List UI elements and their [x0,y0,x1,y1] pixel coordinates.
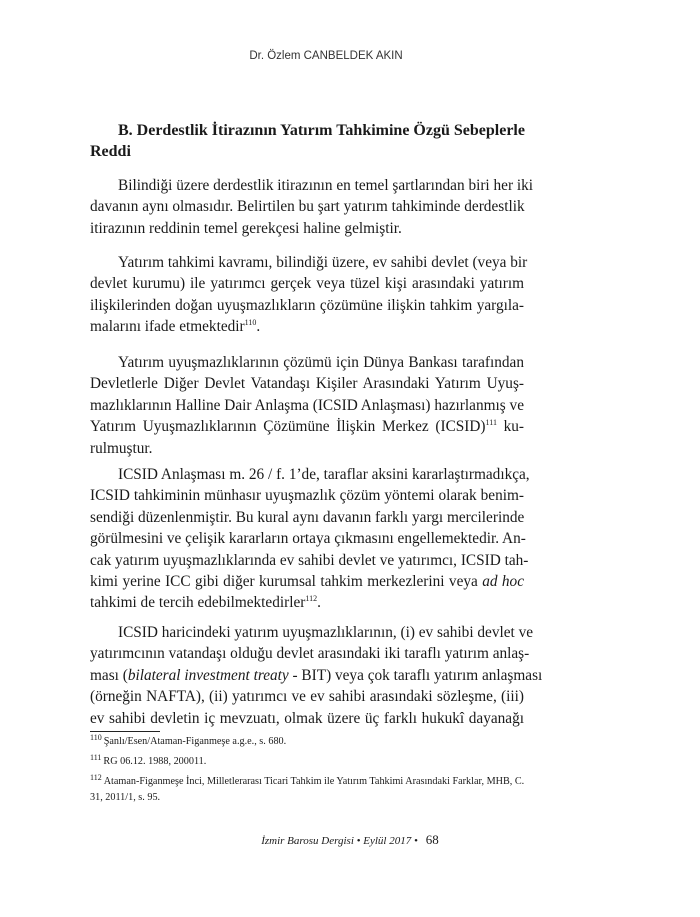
text-line: B. Derdestlik İtirazının Yatırım Tahkimine Özgü Sebeplerle [118,122,525,139]
footnote-text: Şanlı/Esen/Ataman-Figanmeşe a.g.e., s. 680. [103,736,287,747]
text-line: ilişkilerinden doğan uyuşmazlıkların çözümüne ilişkin tahkim yargıla- [90,296,524,314]
paragraph [90,622,543,729]
text-line: mazlıklarının Halline Dair Anlaşma (ICSID Anlaşması) hazırlanmış ve [90,396,524,414]
text-line: görülmesini ve çelişik kararların ortaya çıkmasını engellemektedir. An- [90,530,526,548]
text-line [90,571,524,592]
text-line [90,416,524,437]
page-footer [0,832,700,848]
footnote-number: 110 [90,733,104,742]
italic-text: bilateral investment treaty [127,666,289,684]
text-line [90,592,524,613]
footnote-text: Ataman-Figanmeşe İnci, Milletlerarası Ticari Tahkim ile Yatırım Tahkimi Arasındaki Farklar, MHB, C. [103,776,525,787]
text-line: Yatırım tahkimi kavramı, bilindiği üzere, ev sahibi devlet (veya bir [118,254,528,271]
text-line: ICSID Anlaşması m. 26 / f. 1’de, taraflar aksini kararlaştırmadıkça, [118,466,530,483]
text-run: . [256,318,261,336]
text-run: kimi yerine ICC gibi diğer kurumsal tahkim merkezlerini veya [90,572,483,590]
text-run: ku- [496,418,525,436]
paragraph [90,175,534,239]
text-line: devlet kurumu) ile yatırımcı gerçek veya tüzel kişi arasındaki yatırım [90,275,524,293]
text-line: ev sahibi devletin iç mevzuatı, olmak üzere üç farklı hukukî dayanağı [90,709,524,727]
text-run: . [317,594,321,612]
footnote-number: 112 [90,773,104,782]
footnote-text: RG 06.12. 1988, 200011. [103,756,207,767]
section-heading [90,120,524,162]
text-line: Yatırım uyuşmazlıklarının çözümü için Dünya Bankası tarafından [118,354,524,371]
text-line: ICSID tahkiminin münhasır uyuşmazlık çözüm yöntemi olarak benim- [90,487,524,505]
page-number: 68 [425,832,439,847]
footnote-ref: 112 [305,594,318,604]
footnote-112 [90,774,550,806]
text-line [90,665,543,686]
text-line: (örneğin NAFTA), (ii) yatırımcı ve ev sahibi arasındaki sözleşme, (iii) [90,688,524,706]
footnote-110 [90,734,550,750]
text-line: Bilindiği üzere derdestlik itirazının en temel şartlarından biri her iki [118,177,534,194]
text-line: Reddi [90,143,131,160]
text-run: ması ( [90,666,128,684]
footnote-divider [90,731,160,732]
footnote-ref: 111 [485,418,497,428]
text-run: malarını ifade etmektedir [90,318,245,336]
text-line: itirazının reddinin temel gerekçesi haline gelmiştir. [90,219,402,237]
text-run: - BIT) veya çok taraflı yatırım anlaşması [288,666,543,684]
text-line: davanın aynı olmasıdır. Belirtilen bu şart yatırım tahkiminde derdestlik [90,198,525,216]
italic-text: ad hoc [482,572,524,590]
text-line: cak yatırım uyuşmazlıklarında ev sahibi devlet ve yatırımcı, ICSID tah- [90,551,529,569]
footnote-text: 31, 2011/1, s. 95. [90,792,161,803]
text-line: Devletlerle Diğer Devlet Vatandaşı Kişiler Arasındaki Yatırım Uyuş- [90,375,524,393]
text-run: Yatırım Uyuşmazlıklarının Çözümüne İlişkin Merkez (ICSID) [90,418,486,436]
text-line: yatırımcının vatandaşı olduğu devlet arasındaki iki taraflı yatırım anlaş- [90,645,530,663]
journal-name: İzmir Barosu Dergisi • Eylül 2017 • [261,835,418,847]
text-line [90,316,524,337]
running-head [0,50,700,62]
text-line: ICSID haricindeki yatırım uyuşmazlıklarının, (i) ev sahibi devlet ve [118,624,534,641]
paragraph [90,464,530,614]
text-run: tahkimi de tercih edebilmektedirler [90,594,306,612]
running-head-text: Dr. Özlem CANBELDEK AKIN [249,50,403,62]
footnote-ref: 110 [244,318,257,328]
paragraph [90,252,528,338]
text-line: sendiği düzenlenmiştir. Bu kural aynı davanın farklı yargı mercilerinde [90,508,525,526]
footnote-111 [90,754,550,770]
paragraph [90,352,524,459]
footnote-number: 111 [90,753,104,762]
text-line: rulmuştur. [90,439,153,457]
